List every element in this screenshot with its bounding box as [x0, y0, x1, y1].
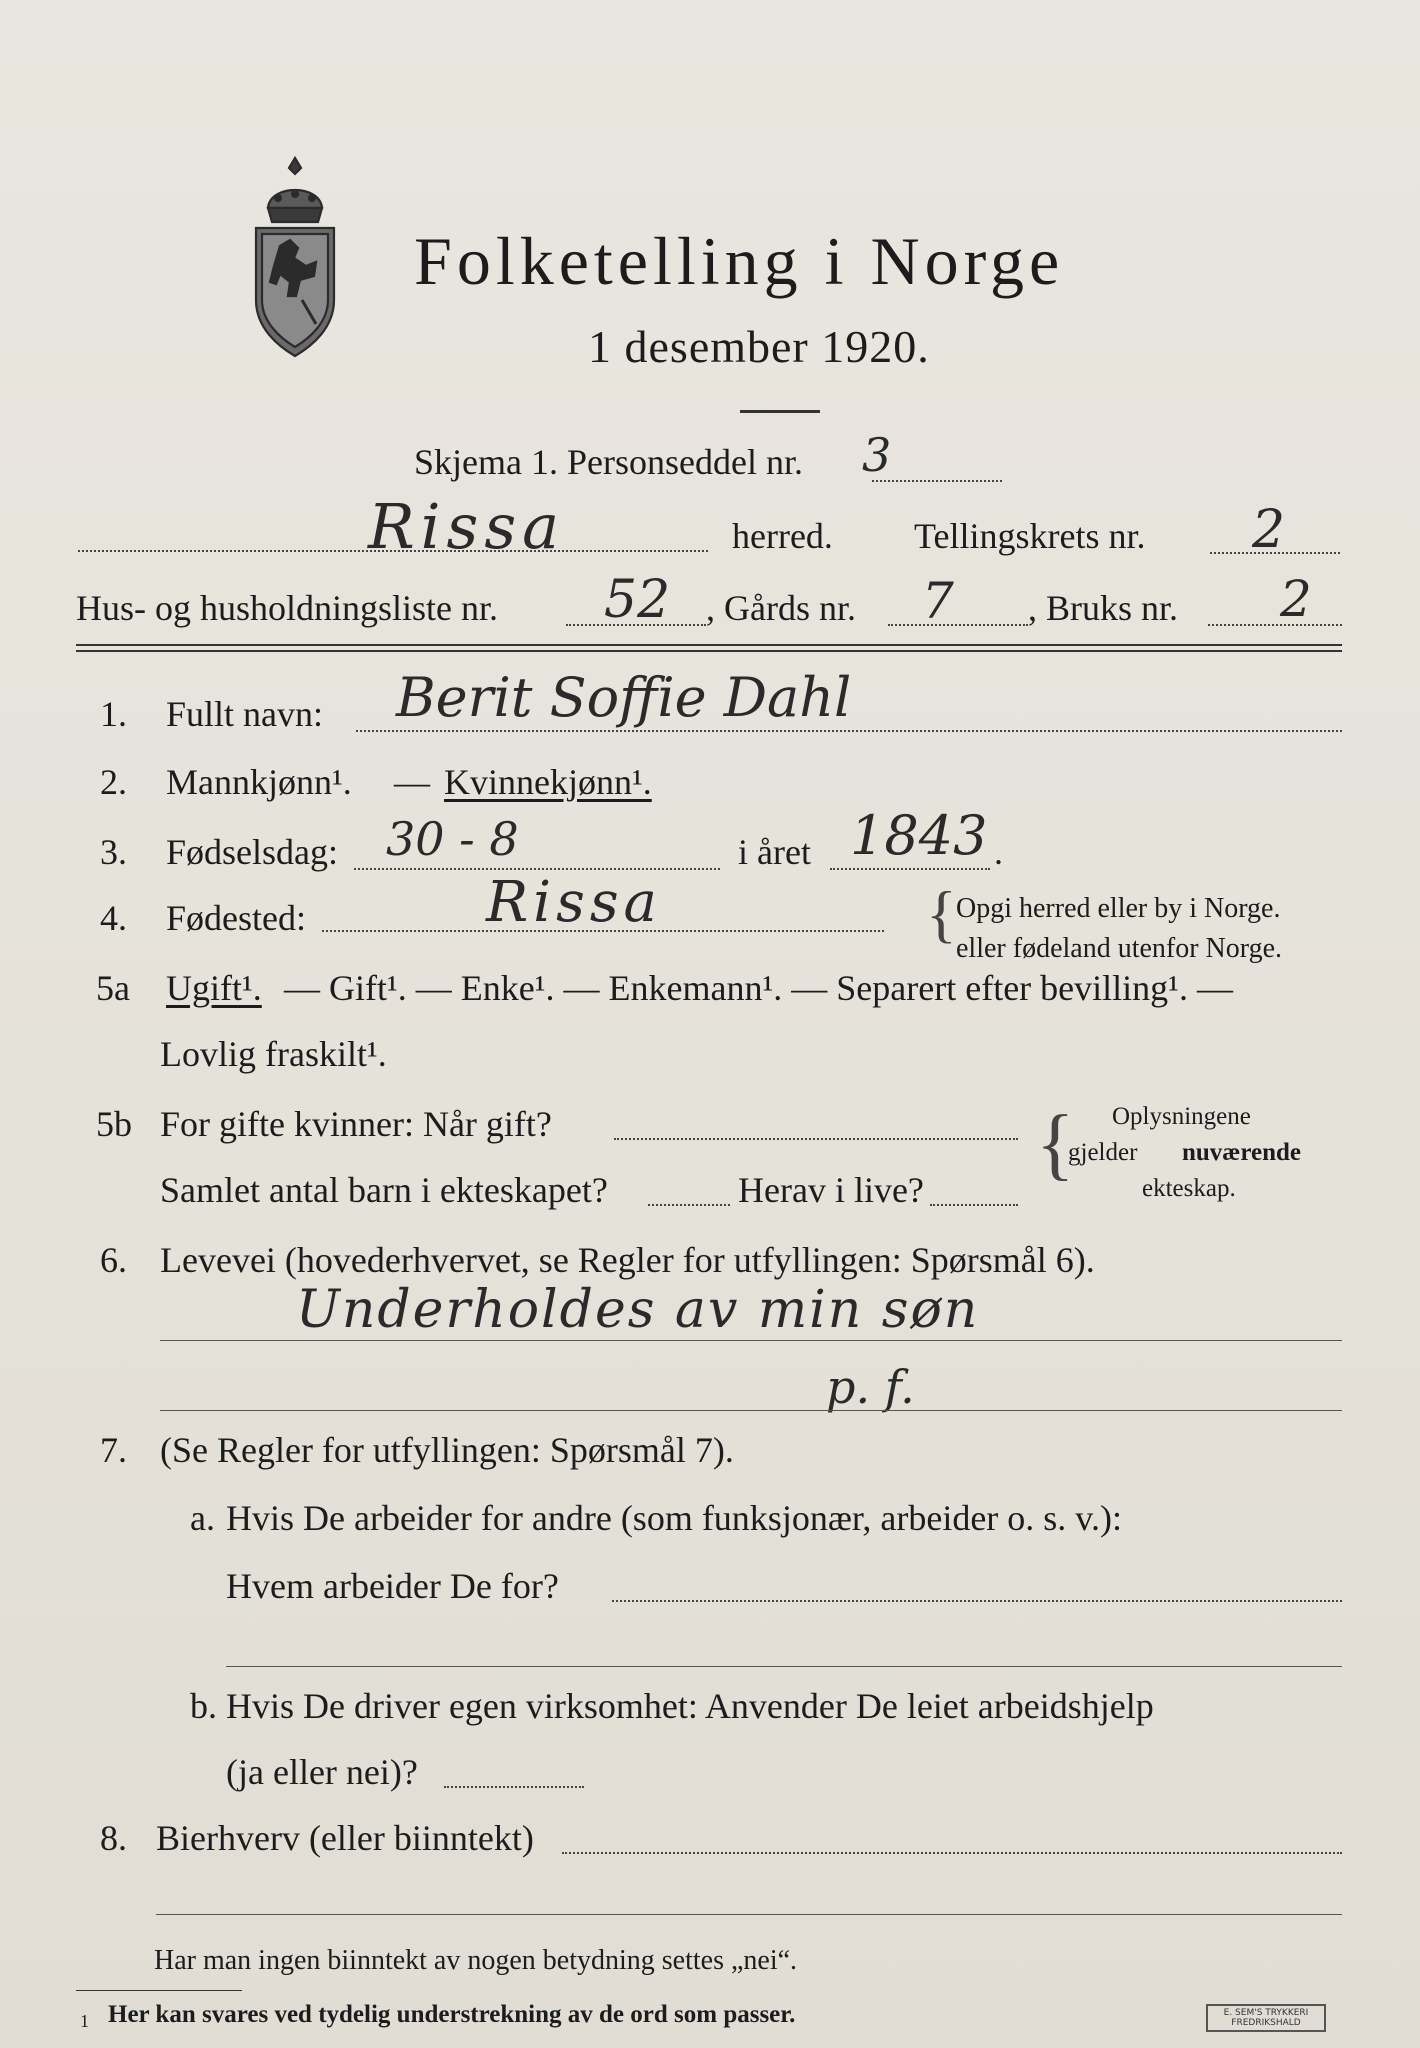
q1-number: 1. — [100, 694, 127, 734]
q5a-ugift-option[interactable]: Ugift¹. — [166, 968, 262, 1008]
q7a-employer-line[interactable] — [612, 1600, 1342, 1602]
q7b-question-line2: (ja eller nei)? — [226, 1752, 418, 1792]
q1-line — [356, 730, 1342, 732]
q2-male-option[interactable]: Mannkjønn¹. — [166, 762, 352, 802]
gaards-value[interactable]: 7 — [922, 572, 954, 630]
husliste-label: Hus- og husholdningsliste nr. — [76, 588, 499, 628]
bruks-line — [1208, 624, 1342, 626]
q3-year-label: i året — [738, 832, 811, 872]
q7a-question-line2: Hvem arbeider De for? — [226, 1566, 559, 1606]
form-date: 1 desember 1920. — [588, 321, 930, 372]
q5b-alive-line[interactable] — [930, 1204, 1018, 1206]
q2-number: 2. — [100, 762, 127, 802]
q5a-fraskilt-option[interactable]: Lovlig fraskilt¹. — [160, 1034, 387, 1074]
q6-label: Levevei (hovederhvervet, se Regler for utfyllingen: Spørsmål 6). — [160, 1240, 1095, 1280]
footnote-divider — [76, 1990, 242, 1991]
tellingskrets-label: Tellingskrets nr. — [914, 516, 1146, 556]
q6-answer-line1 — [160, 1340, 1342, 1341]
q7b-question-line1: Hvis De driver egen virksomhet: Anvender De leiet arbeidshjelp — [226, 1686, 1154, 1726]
q5b-married-line[interactable] — [614, 1138, 1018, 1140]
q8-extra-line — [156, 1914, 1342, 1915]
q7a-question-line1: Hvis De arbeider for andre (som funksjonær, arbeider o. s. v.): — [226, 1498, 1122, 1538]
q7b-marker: b. — [190, 1686, 217, 1726]
form-title: Folketelling i Norge — [414, 223, 1065, 299]
herred-value[interactable]: Rissa — [368, 490, 566, 563]
footnote-text: Her kan svares ved tydelig understrekning av de ord som passer. — [108, 2001, 796, 2028]
q4-note-brace: { — [926, 878, 957, 949]
q3-birth-year[interactable]: 1843 — [850, 804, 988, 867]
q5b-note-line3: ekteskap. — [1142, 1175, 1236, 1202]
q6-occupation-line1[interactable]: Underholdes av min søn — [296, 1280, 980, 1340]
herred-label: herred. — [732, 516, 833, 556]
printer-stamp — [1206, 2004, 1326, 2032]
printer-stamp-line1: E. SEM'S TRYKKERI — [1223, 2008, 1309, 2018]
q8-number: 8. — [100, 1818, 127, 1858]
schema-nr-line — [872, 480, 1002, 482]
q2-separator: — — [394, 762, 430, 802]
q7b-answer-line[interactable] — [444, 1786, 584, 1788]
q8-label: Bierhverv (eller biinntekt) — [156, 1818, 534, 1858]
header-double-rule-top — [76, 644, 1342, 646]
title-divider — [740, 410, 820, 413]
schema-nr-value[interactable]: 3 — [862, 428, 892, 482]
q1-full-name[interactable]: Berit Soffie Dahl — [396, 666, 852, 729]
q5b-children-line[interactable] — [648, 1204, 730, 1206]
gaards-label: , Gårds nr. — [706, 588, 856, 628]
header-double-rule-bottom — [76, 650, 1342, 652]
q5a-other-options[interactable]: — Gift¹. — Enke¹. — Enkemann¹. — Separert efter bevilling¹. — — [284, 968, 1233, 1008]
q3-birth-date[interactable]: 30 - 8 — [386, 812, 519, 866]
q3-year-line — [830, 868, 990, 870]
q6-answer-line2 — [160, 1410, 1342, 1411]
q5a-number: 5a — [96, 968, 130, 1008]
q1-label: Fullt navn: — [166, 694, 324, 734]
husliste-value[interactable]: 52 — [604, 570, 671, 630]
footnote-mark: 1 — [80, 2011, 89, 2031]
q4-note-line1: Opgi herred eller by i Norge. — [956, 893, 1281, 924]
q3-label: Fødselsdag: — [166, 832, 339, 872]
q4-number: 4. — [100, 898, 127, 938]
q5b-children-label: Samlet antal barn i ekteskapet? — [160, 1170, 608, 1210]
q7-number: 7. — [100, 1430, 127, 1470]
q3-period: . — [994, 832, 1003, 872]
norway-coat-of-arms-icon — [238, 150, 352, 362]
q5b-note-brace: { — [1036, 1100, 1075, 1188]
bruks-value[interactable]: 2 — [1280, 570, 1312, 628]
q3-number: 3. — [100, 832, 127, 872]
q7a-extra-line — [226, 1666, 1342, 1667]
q5b-note-line2b: nuværende — [1182, 1139, 1302, 1166]
q7-label: (Se Regler for utfyllingen: Spørsmål 7). — [160, 1430, 734, 1470]
q2-female-option[interactable]: Kvinnekjønn¹. — [444, 762, 652, 802]
tellingskrets-value[interactable]: 2 — [1252, 500, 1286, 560]
q8-answer-line[interactable] — [562, 1852, 1342, 1854]
printer-stamp-line2: FREDRIKSHALD — [1231, 2018, 1301, 2028]
q7a-marker: a. — [190, 1498, 215, 1538]
q5b-alive-label: Herav i live? — [738, 1170, 924, 1210]
gaards-line — [888, 624, 1028, 626]
q5b-note-line1: Oplysningene — [1112, 1103, 1251, 1130]
footer-note: Har man ingen biinntekt av nogen betydning settes „nei“. — [154, 1945, 798, 1976]
q5b-number: 5b — [96, 1104, 132, 1144]
bruks-label: , Bruks nr. — [1028, 588, 1179, 628]
q4-label: Fødested: — [166, 898, 306, 938]
q4-note-line2: eller fødeland utenfor Norge. — [956, 933, 1283, 964]
q5b-married-label: For gifte kvinner: Når gift? — [160, 1104, 552, 1144]
q5b-note-line2a: gjelder — [1068, 1139, 1138, 1166]
q6-occupation-line2[interactable]: p. f. — [826, 1360, 915, 1414]
q6-number: 6. — [100, 1240, 127, 1280]
schema-label: Skjema 1. Personseddel nr. — [414, 442, 803, 482]
q4-birthplace[interactable]: Rissa — [486, 870, 662, 935]
